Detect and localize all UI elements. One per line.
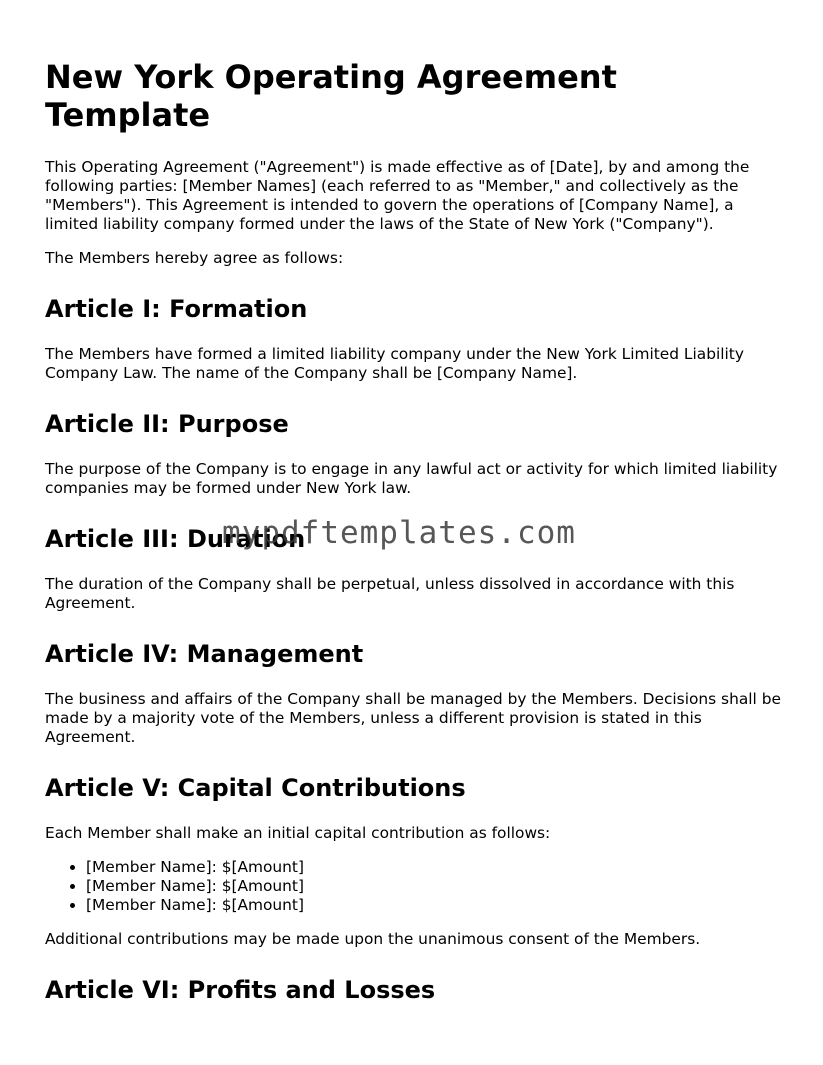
article-5-after: Additional contributions may be made upon the unanimous consent of the Members. [45, 930, 701, 948]
article-3-heading: Article III: Duration [45, 525, 306, 553]
watermark-text: mypdftemplates.com [222, 515, 576, 551]
article-2-body: The purpose of the Company is to engage in any lawful act or activity for which limited liability companies may be formed under New York law. [45, 460, 778, 497]
contribution-list [45, 858, 785, 915]
article-4-body: The business and affairs of the Company shall be managed by the Members. Decisions shall be made by a majority vote of the Members, unless a different provision is stated in this Agreement. [45, 690, 781, 746]
document-title: New York Operating Agreement Template [45, 58, 617, 134]
intro-paragraph: This Operating Agreement ("Agreement") is made effective as of [Date], by and among the following parties: [Member Names] (each referred to as "Member," and collectively as the "Members"). This Agreement is intended to govern the operations of [Company Name], a limited liability company formed under the laws of the State of New York ("Company"). [45, 158, 750, 233]
article-2-heading: Article II: Purpose [45, 410, 289, 438]
list-item: • [Member Name]: $[Amount] [86, 896, 785, 915]
document-page [45, 0, 785, 1004]
article-6-heading: Article VI: Profits and Losses [45, 976, 436, 1004]
article-5-heading: Article V: Capital Contributions [45, 774, 466, 802]
article-3-body: The duration of the Company shall be perpetual, unless dissolved in accordance with this Agreement. [45, 575, 735, 612]
list-item: • [Member Name]: $[Amount] [86, 858, 785, 877]
list-item: • [Member Name]: $[Amount] [86, 877, 785, 896]
article-1-body: The Members have formed a limited liability company under the New York Limited Liability Company Law. The name of the Company shall be [Company Name]. [45, 345, 744, 382]
article-1-heading: Article I: Formation [45, 295, 308, 323]
article-5-body: Each Member shall make an initial capital contribution as follows: [45, 824, 551, 842]
agree-line: The Members hereby agree as follows: [45, 249, 344, 267]
article-4-heading: Article IV: Management [45, 640, 364, 668]
